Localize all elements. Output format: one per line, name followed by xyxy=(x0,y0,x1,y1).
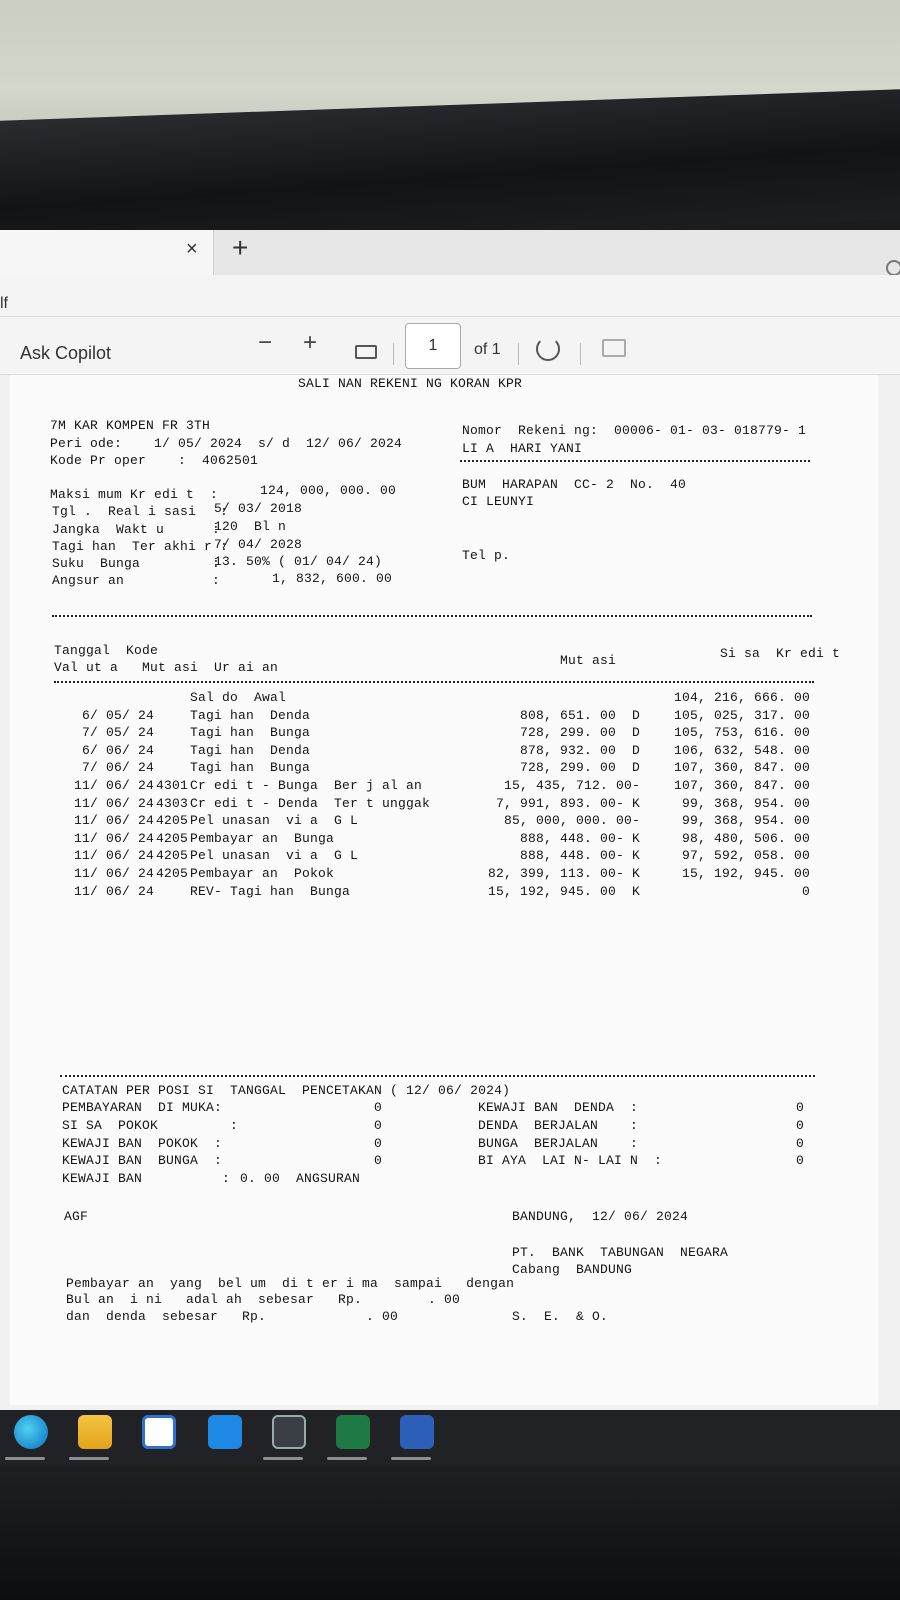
agf-label: AGF xyxy=(64,1209,89,1224)
tx-balance: 99, 368, 954. 00 xyxy=(681,795,810,811)
tx-amount: 82, 399, 113. 00- K xyxy=(487,866,640,881)
tx-description: Tagi han Denda xyxy=(190,742,311,758)
tx-date: 11/ 06/ 24 xyxy=(73,795,154,811)
calculator-icon[interactable] xyxy=(272,1415,306,1449)
bank-name: PT. BANK TABUNGAN NEGARA xyxy=(512,1245,729,1260)
catatan-value: 0 xyxy=(374,1118,383,1133)
tx-description: Pembayar an Bunga xyxy=(190,830,335,846)
tx-description: Pembayar an Pokok xyxy=(190,866,335,881)
tx-balance: 105, 025, 317. 00 xyxy=(673,707,810,723)
footer-line: Bul an i ni adal ah sebesar Rp. xyxy=(66,1292,363,1307)
dotted-rule xyxy=(52,615,812,617)
tx-amount: 808, 651. 00 D xyxy=(519,707,640,723)
tx-description: Tagi han Bunga xyxy=(190,760,311,776)
catatan-title: CATATAN PER POSI SI TANGGAL PENCETAKAN ( 12/ 06/ 2024) xyxy=(62,1083,511,1098)
tx-balance: 107, 360, 847. 00 xyxy=(673,778,810,793)
address-bar[interactable] xyxy=(0,275,900,317)
footer-line: dan denda sebesar Rp. xyxy=(66,1309,267,1324)
footer-line: Pembayar an yang bel um di t er i ma sampai dengan xyxy=(66,1276,515,1291)
footer-value: . 00 xyxy=(428,1292,461,1307)
zoom-in-button[interactable]: + xyxy=(303,329,318,356)
dotted-rule xyxy=(60,1075,815,1077)
taskbar-indicator xyxy=(69,1457,109,1460)
profile-icon[interactable] xyxy=(886,260,900,276)
catatan-label: SI SA POKOK : xyxy=(62,1118,239,1133)
statement-title: SALI NAN REKENI NG KORAN KPR xyxy=(298,376,523,391)
detail-label: Jangka Wakt u : xyxy=(52,522,221,537)
zoom-out-button[interactable]: − xyxy=(258,329,273,356)
tx-description: Tagi han Denda xyxy=(190,707,311,723)
header-line: 7M KAR KOMPEN FR 3TH xyxy=(50,418,211,433)
dotted-rule xyxy=(460,460,810,462)
telp-label: Tel p. xyxy=(462,548,511,563)
detail-value: 120 Bl n xyxy=(214,519,287,534)
catatan-value: 0 xyxy=(796,1153,805,1168)
catatan-label: BUNGA BERJALAN : xyxy=(478,1136,639,1151)
col-header-mutasi: Mut asi xyxy=(560,653,617,668)
tx-balance: 99, 368, 954. 00 xyxy=(681,813,810,829)
place-date: BANDUNG, 12/ 06/ 2024 xyxy=(512,1209,689,1224)
catatan-value: 0 xyxy=(796,1100,805,1115)
tx-code: 4205 xyxy=(156,830,189,846)
catatan-value: 0 xyxy=(796,1118,805,1133)
pdf-page xyxy=(10,375,878,1405)
tx-amount: 85, 000, 000. 00- xyxy=(503,813,640,829)
detail-label: Angsur an : xyxy=(52,573,221,588)
tx-amount: 15, 435, 712. 00- xyxy=(503,778,640,793)
page-number-input[interactable]: 1 xyxy=(405,323,461,369)
col-header-valuta: Val ut a Mut asi Ur ai an xyxy=(54,660,279,675)
detail-value: 7/ 04/ 2028 xyxy=(214,537,303,552)
mail-icon[interactable] xyxy=(208,1415,242,1449)
tx-balance: 104, 216, 666. 00 xyxy=(673,690,810,705)
tx-amount: 7, 991, 893. 00- K xyxy=(495,795,640,811)
tx-amount: 728, 299. 00 D xyxy=(519,760,640,776)
detail-label: Maksi mum Kr edi t : xyxy=(50,487,219,502)
col-header-sisa: Si sa Kr edi t xyxy=(720,646,841,661)
tx-code: 4205 xyxy=(156,866,189,881)
address-line: BUM HARAPAN CC- 2 No. 40 xyxy=(462,477,687,492)
tx-date: 11/ 06/ 24 xyxy=(73,883,154,899)
header-line: Peri ode: 1/ 05/ 2024 s/ d 12/ 06/ 2024 xyxy=(50,436,403,451)
page-view-icon[interactable] xyxy=(602,339,626,357)
tx-balance: 105, 753, 616. 00 xyxy=(673,725,810,741)
tx-date: 11/ 06/ 24 xyxy=(73,778,154,793)
kewajiban-label: KEWAJI BAN : xyxy=(62,1171,231,1186)
tx-date: 11/ 06/ 24 xyxy=(73,830,154,846)
detail-value: 124, 000, 000. 00 xyxy=(260,483,397,498)
tx-date: 6/ 05/ 24 xyxy=(81,707,154,723)
tx-date: 11/ 06/ 24 xyxy=(73,848,154,864)
address-text[interactable]: lf xyxy=(0,295,8,312)
detail-label: Tagi han Ter akhi r : xyxy=(52,539,229,554)
tx-amount: 888, 448. 00- K xyxy=(519,830,640,846)
detail-value: 1, 832, 600. 00 xyxy=(272,571,393,586)
detail-label: Suku Bunga : xyxy=(52,556,221,571)
account-number: Nomor Rekeni ng: 00006- 01- 03- 018779- 1 xyxy=(462,423,807,438)
tx-date: 11/ 06/ 24 xyxy=(73,866,154,881)
toolbar-divider xyxy=(580,343,581,365)
tx-amount: 15, 192, 945. 00 K xyxy=(487,883,640,899)
catatan-value: 0 xyxy=(796,1136,805,1151)
tab-close-button[interactable]: × xyxy=(186,238,198,260)
tx-description: Cr edi t - Bunga Ber j al an xyxy=(190,778,423,793)
word-icon[interactable] xyxy=(400,1415,434,1449)
tx-date: 7/ 06/ 24 xyxy=(81,760,154,776)
tx-description: Cr edi t - Denda Ter t unggak xyxy=(190,795,431,811)
detail-label: Tgl . Real i sasi : xyxy=(52,504,229,519)
tx-balance: 15, 192, 945. 00 xyxy=(681,866,810,881)
dotted-rule xyxy=(54,681,814,683)
tx-date: 6/ 06/ 24 xyxy=(81,742,154,758)
tx-amount: 878, 932. 00 D xyxy=(519,742,640,758)
taskbar-indicator xyxy=(391,1457,431,1460)
store-icon[interactable] xyxy=(142,1415,176,1449)
excel-icon[interactable] xyxy=(336,1415,370,1449)
tx-balance: 106, 632, 548. 00 xyxy=(673,742,810,758)
tx-description: REV- Tagi han Bunga xyxy=(190,883,351,899)
catatan-label: DENDA BERJALAN : xyxy=(478,1118,639,1133)
tx-code: 4205 xyxy=(156,848,189,864)
tx-balance: 107, 360, 847. 00 xyxy=(673,760,810,776)
catatan-label: BI AYA LAI N- LAI N : xyxy=(478,1153,663,1168)
taskbar-indicator xyxy=(5,1457,45,1460)
catatan-label: KEWAJI BAN DENDA : xyxy=(478,1100,639,1115)
catatan-value: 0 xyxy=(374,1136,383,1151)
pdf-toolbar xyxy=(0,317,900,375)
fit-width-icon[interactable] xyxy=(355,345,377,359)
tx-amount: 888, 448. 00- K xyxy=(519,848,640,864)
detail-value: 5/ 03/ 2018 xyxy=(214,501,303,516)
taskbar-indicator xyxy=(327,1457,367,1460)
kewajiban-value: 0. 00 ANGSURAN xyxy=(240,1171,361,1186)
account-name: LI A HARI YANI xyxy=(462,441,583,456)
tab-active[interactable] xyxy=(0,230,214,275)
tx-description: Pel unasan vi a G L xyxy=(190,848,359,864)
tx-description: Sal do Awal xyxy=(190,690,287,705)
rotate-icon[interactable] xyxy=(536,337,560,361)
tx-code: 4303 xyxy=(156,795,189,811)
catatan-value: 0 xyxy=(374,1153,383,1168)
detail-value: 13. 50% ( 01/ 04/ 24) xyxy=(214,554,383,569)
file-explorer-icon[interactable] xyxy=(78,1415,112,1449)
tx-amount: 728, 299. 00 D xyxy=(519,725,640,741)
new-tab-button[interactable]: + xyxy=(232,232,249,263)
tab-bar xyxy=(0,230,900,275)
tx-balance: 0 xyxy=(801,883,810,899)
catatan-label: PEMBAYARAN DI MUKA: xyxy=(62,1100,223,1115)
tx-date: 7/ 05/ 24 xyxy=(81,725,154,741)
page-total: of 1 xyxy=(474,341,501,358)
taskbar xyxy=(0,1410,900,1465)
catatan-value: 0 xyxy=(374,1100,383,1115)
tx-date: 11/ 06/ 24 xyxy=(73,813,154,829)
catatan-label: KEWAJI BAN BUNGA : xyxy=(62,1153,223,1168)
edge-icon[interactable] xyxy=(14,1415,48,1449)
footer-value: . 00 xyxy=(366,1309,399,1324)
ask-copilot-button[interactable]: Ask Copilot xyxy=(20,343,112,363)
tx-balance: 97, 592, 058. 00 xyxy=(681,848,810,864)
tx-description: Pel unasan vi a G L xyxy=(190,813,359,829)
tx-code: 4301 xyxy=(156,778,189,793)
toolbar-divider xyxy=(393,343,394,365)
header-line: Kode Pr oper : 4062501 xyxy=(50,453,259,468)
toolbar-divider xyxy=(518,343,519,365)
tx-balance: 98, 480, 506. 00 xyxy=(681,830,810,846)
browser-window xyxy=(0,230,900,1410)
catatan-label: KEWAJI BAN POKOK : xyxy=(62,1136,223,1151)
col-header-tanggal: Tanggal Kode xyxy=(54,643,159,658)
signature: S. E. & O. xyxy=(512,1309,609,1324)
tx-description: Tagi han Bunga xyxy=(190,725,311,741)
address-line: CI LEUNYI xyxy=(462,494,535,509)
monitor-bezel-bottom xyxy=(0,1465,900,1600)
tx-code: 4205 xyxy=(156,813,189,829)
branch-name: Cabang BANDUNG xyxy=(512,1262,633,1277)
taskbar-indicator xyxy=(263,1457,303,1460)
